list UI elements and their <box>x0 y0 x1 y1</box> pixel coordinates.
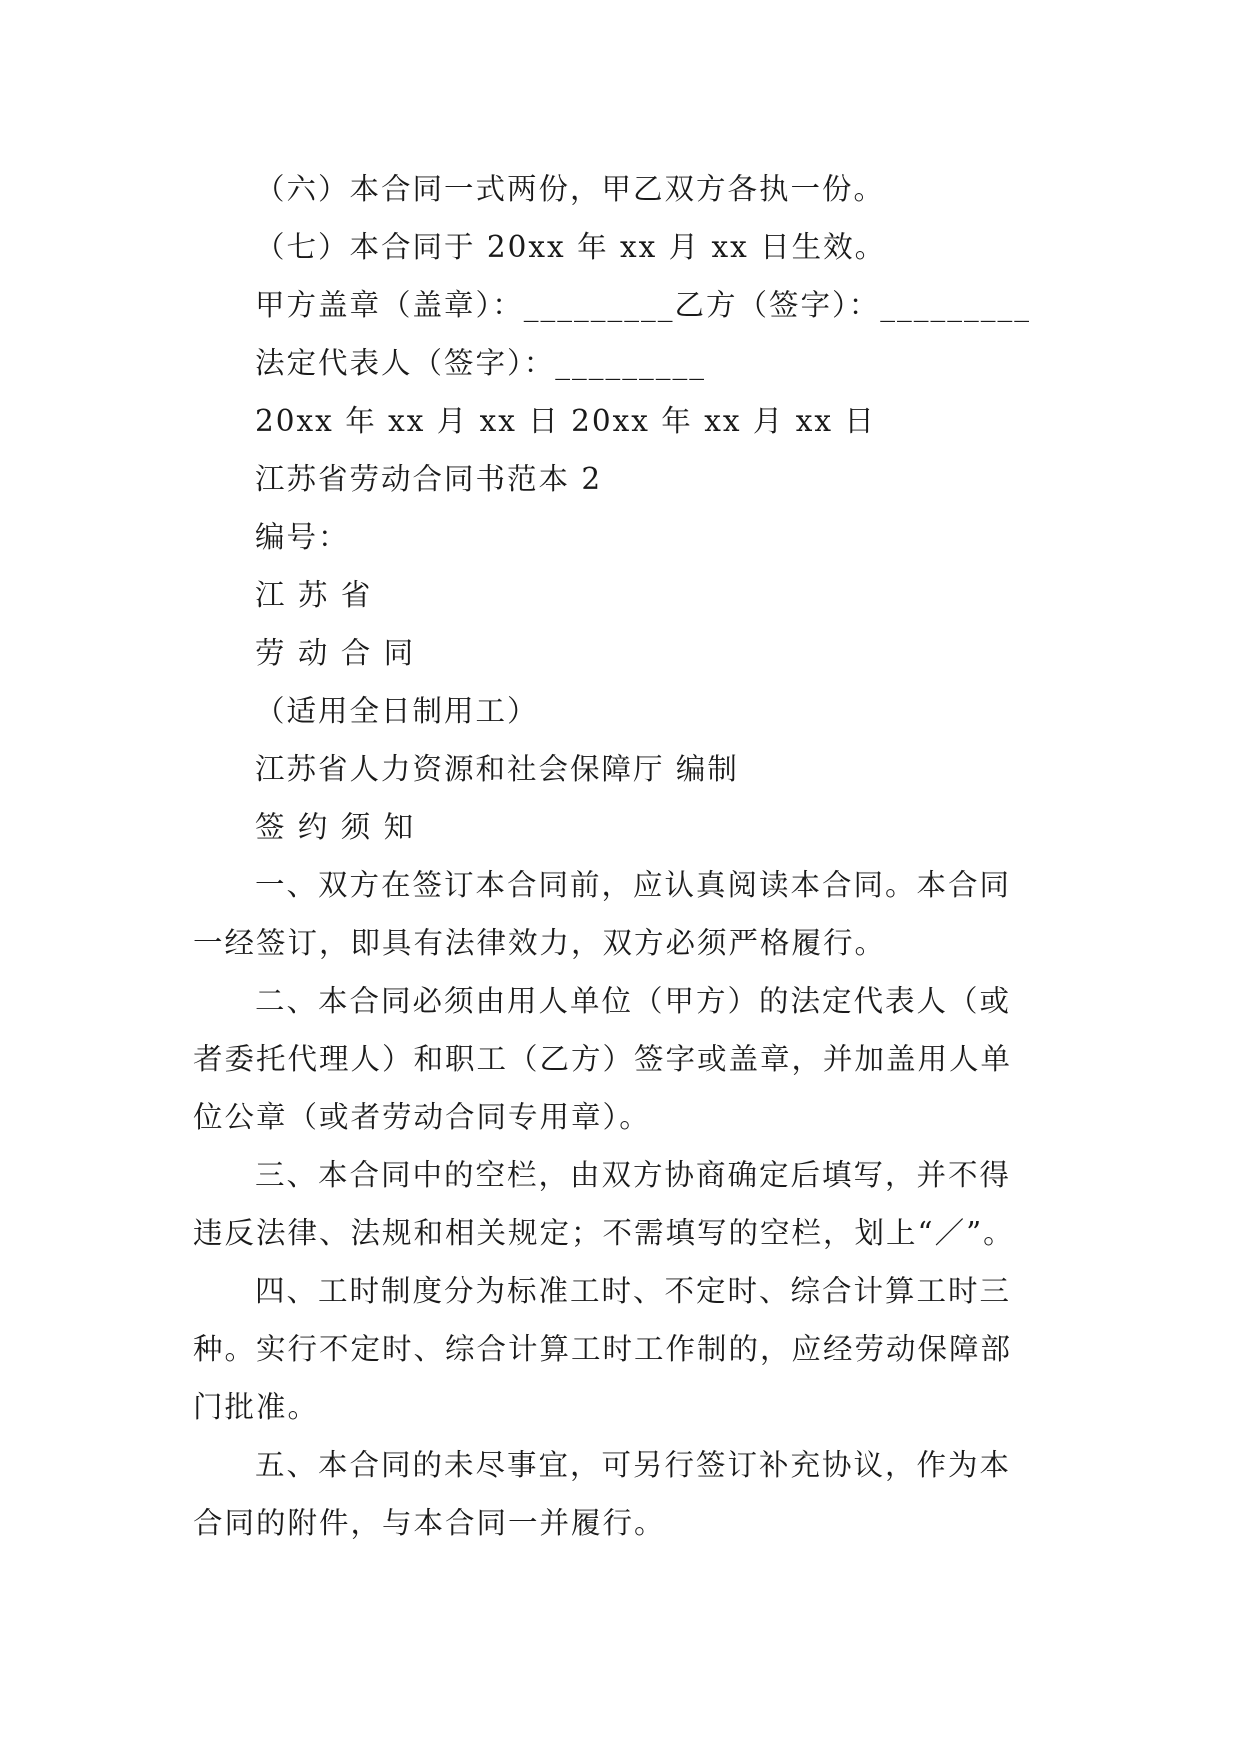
signature-party-a-b: 甲方盖章（盖章）：_________乙方（签字）：_________ <box>255 288 1032 322</box>
serial-number-label: 编号： <box>255 520 350 554</box>
notice-item-2-cont: 者委托代理人）和职工（乙方）签字或盖章，并加盖用人单 <box>193 1042 1013 1076</box>
notice-item-3: 三、本合同中的空栏，由双方协商确定后填写，并不得 <box>255 1158 1012 1192</box>
cover-issuer: 江苏省人力资源和社会保障厅 编制 <box>255 752 739 786</box>
clause-seven: （七）本合同于 20xx 年 xx 月 xx 日生效。 <box>255 230 887 264</box>
signature-dates: 20xx 年 xx 月 xx 日 20xx 年 xx 月 xx 日 <box>255 404 876 438</box>
notice-item-5: 五、本合同的未尽事宜，可另行签订补充协议，作为本 <box>255 1448 1012 1482</box>
cover-province: 江 苏 省 <box>255 578 373 612</box>
notice-item-4: 四、工时制度分为标准工时、不定时、综合计算工时三 <box>255 1274 1012 1308</box>
clause-six: （六）本合同一式两份，甲乙双方各执一份。 <box>255 172 886 206</box>
notice-item-2-cont: 位公章（或者劳动合同专用章）。 <box>193 1100 651 1134</box>
cover-title: 劳 动 合 同 <box>255 636 416 670</box>
notice-item-5-cont: 合同的附件，与本合同一并履行。 <box>193 1506 666 1540</box>
notice-heading: 签 约 须 知 <box>255 810 416 844</box>
sample-title: 江苏省劳动合同书范本 2 <box>255 462 603 496</box>
notice-item-1-cont: 一经签订，即具有法律效力，双方必须严格履行。 <box>193 926 887 960</box>
signature-legal-rep: 法定代表人（签字）：_________ <box>255 346 707 380</box>
document-body <box>193 160 1051 1552</box>
notice-item-4-cont: 种。实行不定时、综合计算工时工作制的，应经劳动保障部 <box>193 1332 1013 1366</box>
cover-scope: （适用全日制用工） <box>255 694 539 728</box>
notice-item-4-cont: 门批准。 <box>193 1390 320 1424</box>
notice-item-2: 二、本合同必须由用人单位（甲方）的法定代表人（或 <box>255 984 1012 1018</box>
notice-item-1: 一、双方在签订本合同前，应认真阅读本合同。本合同 <box>255 868 1012 902</box>
notice-item-3-cont: 违反法律、法规和相关规定；不需填写的空栏，划上“／”。 <box>193 1216 1015 1250</box>
